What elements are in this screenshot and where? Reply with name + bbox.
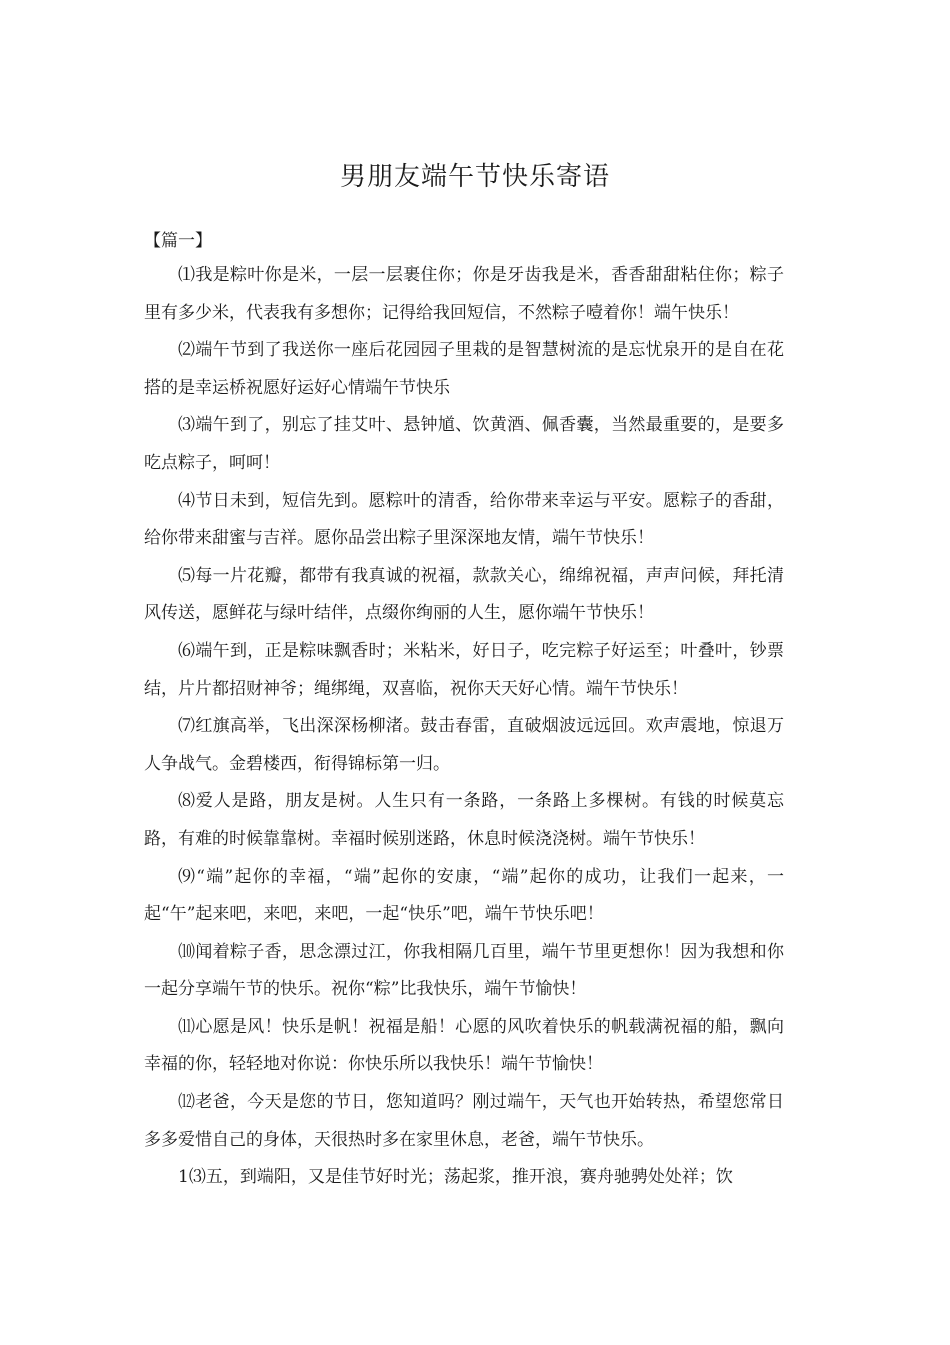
paragraph: ⑿老爸，今天是您的节日，您知道吗？刚过端午，天气也开始转热，希望您常日多多爱惜自己的身体，天很热时多在家里休息，老爸，端午节快乐。 xyxy=(144,1092,784,1150)
paragraph: ⑴我是粽叶你是米，一层一层裹住你；你是牙齿我是米，香香甜甜粘住你；粽子里有多少米，代表我有多想你；记得给我回短信，不然粽子噎着你！端午快乐！ xyxy=(144,265,784,323)
paragraph: ⑶端午到了，别忘了挂艾叶、悬钟馗、饮黄酒、佩香囊，当然最重要的，是要多吃点粽子，呵呵！ xyxy=(144,415,784,473)
document-body xyxy=(144,257,784,1197)
paragraph: ⑺红旗高举，飞出深深杨柳渚。鼓击春雷，直破烟波远远回。欢声震地，惊退万人争战气。金碧楼西，衔得锦标第一归。 xyxy=(144,716,784,774)
paragraph: ⑵端午节到了我送你一座后花园园子里栽的是智慧树流的是忘忧泉开的是自在花搭的是幸运桥祝愿好运好心情端午节快乐 xyxy=(144,340,784,398)
paragraph: ⑼“端”起你的幸福，“端”起你的安康，“端”起你的成功，让我们一起来，一起“午”起来吧，来吧，来吧，一起“快乐”吧，端午节快乐吧！ xyxy=(144,866,784,925)
paragraph: ⑷节日未到，短信先到。愿粽叶的清香，给你带来幸运与平安。愿粽子的香甜，给你带来甜蜜与吉祥。愿你品尝出粽子里深深地友情，端午节快乐！ xyxy=(144,490,784,549)
document-title: 男朋友端午节快乐寄语 xyxy=(339,162,610,192)
paragraph: ⑽闻着粽子香，思念漂过江，你我相隔几百里，端午节里更想你！因为我想和你一起分享端午节的快乐。祝你“粽”比我快乐，端午节愉快！ xyxy=(144,941,784,1000)
paragraph: ⑸每一片花瓣，都带有我真诚的祝福，款款关心，绵绵祝福，声声问候，拜托清风传送，愿鲜花与绿叶结伴，点缀你绚丽的人生，愿你端午节快乐！ xyxy=(144,565,784,624)
paragraph: ⑹端午到，正是粽味飘香时；米粘米，好日子，吃完粽子好运至；叶叠叶，钞票结，片片都招财神爷；绳绑绳，双喜临，祝你天天好心情。端午节快乐！ xyxy=(144,640,784,699)
paragraph: 1⑶五，到端阳，又是佳节好时光；荡起浆，推开浪，赛舟驰骋处处祥；饮 xyxy=(178,1167,733,1188)
paragraph: ⑾心愿是风！快乐是帆！祝福是船！心愿的风吹着快乐的帆载满祝福的船，飘向幸福的你，轻轻地对你说：你快乐所以我快乐！端午节愉快！ xyxy=(144,1016,784,1075)
paragraph: ⑻爱人是路，朋友是树。人生只有一条路，一条路上多棵树。有钱的时候莫忘路，有难的时候靠靠树。幸福时候别迷路，休息时候浇浇树。端午节快乐！ xyxy=(144,791,784,849)
section-heading: 【篇一】 xyxy=(144,231,212,251)
